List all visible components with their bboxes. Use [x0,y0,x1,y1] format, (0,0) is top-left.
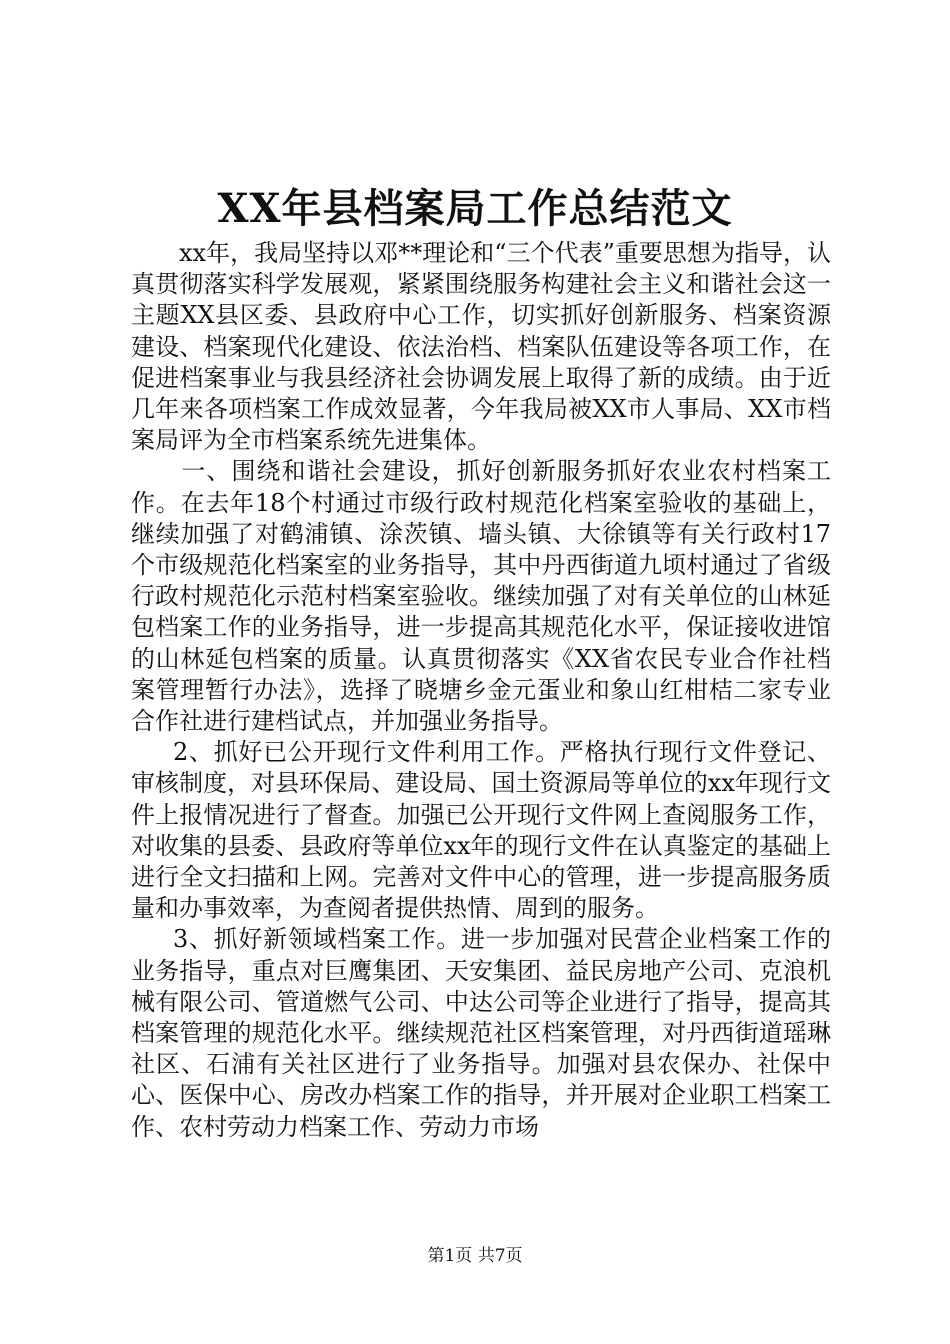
paragraph-intro: xx年，我局坚持以邓**理论和“三个代表”重要思想为指导，认真贯彻落实科学发展观，紧紧围绕服务构建社会主义和谐社会这一主题XX县区委、县政府中心工作，切实抓好创新服务、档案资源建设、档案现代化建设、依法治档、档案队伍建设等各项工作，在促进档案事业与我县经济社会协调发展上取得了新的成绩。由于近几年来各项档案工作成效显著，今年我局被XX市人事局、XX市档案局评为全市档案系统先进集体。 [131,239,831,455]
paragraph-section-3: 3、抓好新领域档案工作。进一步加强对民营企业档案工作的业务指导，重点对巨鹰集团、天安集团、益民房地产公司、克浪机械有限公司、管道燃气公司、中达公司等企业进行了指导，提高其档案管理的规范化水平。继续规范社区档案管理，对丹西街道瑶琳社区、石浦有关社区进行了业务指导。加强对县农保办、社保中心、医保中心、房改办档案工作的指导，并开展对企业职工档案工作、农村劳动力档案工作、劳动力市场 [131,925,831,1141]
document-title: XX年县档案局工作总结范文 [217,185,733,232]
document-body [131,238,831,1143]
paragraph-section-2: 2、抓好已公开现行文件利用工作。严格执行现行文件登记、审核制度，对县环保局、建设局、国土资源局等单位的xx年现行文件上报情况进行了督查。加强已公开现行文件网上查阅服务工作，对收集的县委、县政府等单位xx年的现行文件在认真鉴定的基础上进行全文扫描和上网。完善对文件中心的管理，进一步提高服务质量和办事效率，为查阅者提供热情、周到的服务。 [131,738,831,923]
page-number-footer: 第1页 共7页 [427,1246,523,1266]
paragraph-section-1: 一、围绕和谐社会建设，抓好创新服务抓好农业农村档案工作。在去年18个村通过市级行政村规范化档案室验收的基础上，继续加强了对鹤浦镇、涂茨镇、墙头镇、大徐镇等有关行政村17个市级规范化档案室的业务指导，其中丹西街道九顷村通过了省级行政村规范化示范村档案室验收。继续加强了对有关单位的山林延包档案工作的业务指导，进一步提高其规范化水平，保证接收进馆的山林延包档案的质量。认真贯彻落实《XX省农民专业合作社档案管理暂行办法》，选择了晓塘乡金元蛋业和象山红柑桔二家专业合作社进行建档试点，并加强业务指导。 [131,457,831,736]
